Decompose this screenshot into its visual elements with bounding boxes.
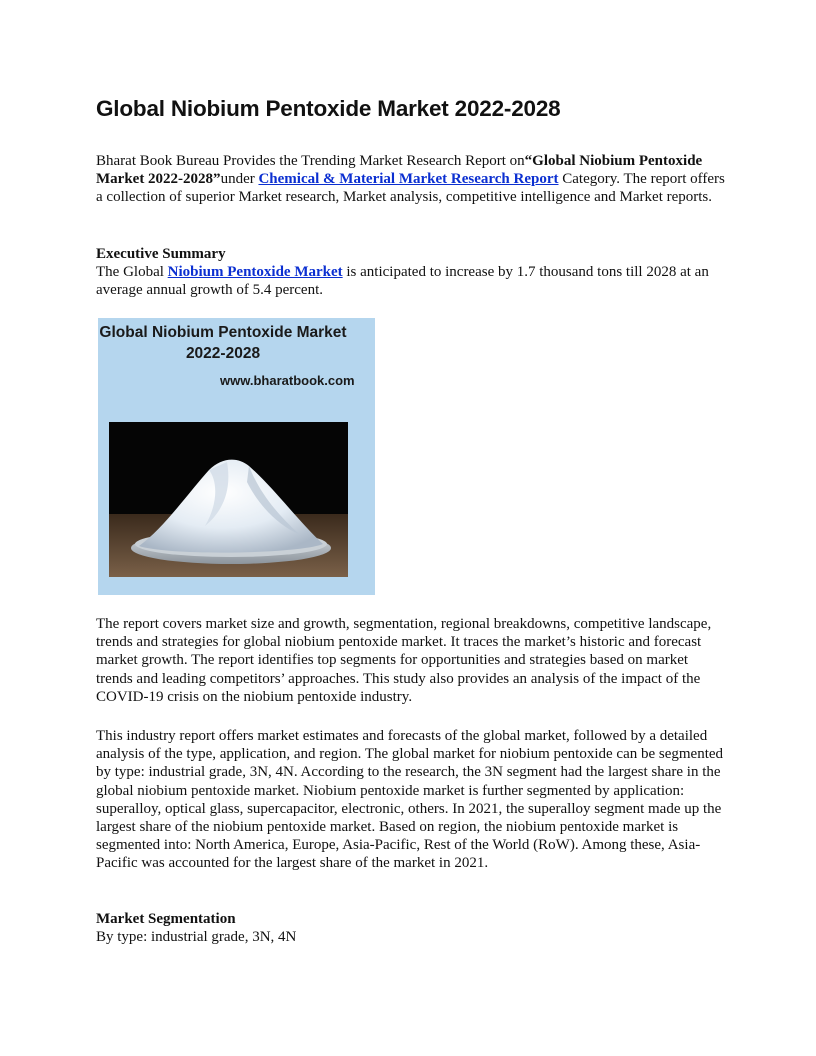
executive-summary-prefix: The Global: [96, 264, 168, 281]
market-segmentation-heading: Market Segmentation: [96, 911, 236, 927]
intro-prefix: Bharat Book Bureau Provides the Trending Market Research Report on: [96, 153, 525, 169]
page-title: Global Niobium Pentoxide Market 2022-2028: [96, 96, 561, 121]
promo-title: Global Niobium Pentoxide Market 2022-2028: [99, 324, 347, 362]
promo-url: www.bharatbook.com: [220, 373, 355, 388]
segmentation-paragraph: This industry report offers market estimates and forecasts of the global market, followed by a detailed analysis of the type, application, and region. The global market for niobium pentoxide can be segmented by type: industrial grade, 3N, 4N. According to the research, the 3N segment had the largest share in the global niobium pentoxide market. Niobium pentoxide market is further segmented by application: superalloy, optical glass, supercapacitor, electronic, others. In 2021, the superalloy segment made up the largest share of the niobium pentoxide market. Based on region, the niobium pentoxide market is segmented into: North America, Europe, Asia-Pacific, Rest of the World (RoW). Among these, Asia-Pacific was accounted for the largest share of the market in 2021.: [96, 728, 724, 872]
intro-suffix: Category. The report offers a collection of superior Market research, Market analysis, competitive intelligence and Market reports.: [96, 171, 725, 206]
category-link[interactable]: Chemical & Material Market Research Report: [258, 171, 559, 188]
intro-paragraph: [96, 152, 726, 207]
promo-image: [98, 318, 375, 595]
niobium-powder-photo: [109, 422, 348, 577]
executive-summary-suffix: is anticipated to increase by 1.7 thousand tons till 2028 at an average annual growth of 5.4 percent.: [96, 264, 709, 299]
executive-summary-section: [96, 245, 726, 300]
intro-under: under: [220, 171, 259, 188]
segmentation-by-type: By type: industrial grade, 3N, 4N: [96, 929, 297, 946]
coverage-paragraph: The report covers market size and growth, segmentation, regional breakdowns, competitive landscape, trends and strategies for global niobium pentoxide market. It traces the market’s historic and forecast market growth. The report identifies top segments for opportunities and strategies based on market trends and leading competitors’ approaches. This study also provides an analysis of the impact of the COVID-19 crisis on the niobium pentoxide industry.: [96, 616, 712, 705]
executive-summary-heading: Executive Summary: [96, 246, 226, 262]
market-segmentation-section: [96, 910, 726, 946]
niobium-pentoxide-market-link[interactable]: Niobium Pentoxide Market: [167, 264, 343, 281]
report-name: “Global Niobium Pentoxide Market 2022-2028”: [96, 153, 703, 188]
